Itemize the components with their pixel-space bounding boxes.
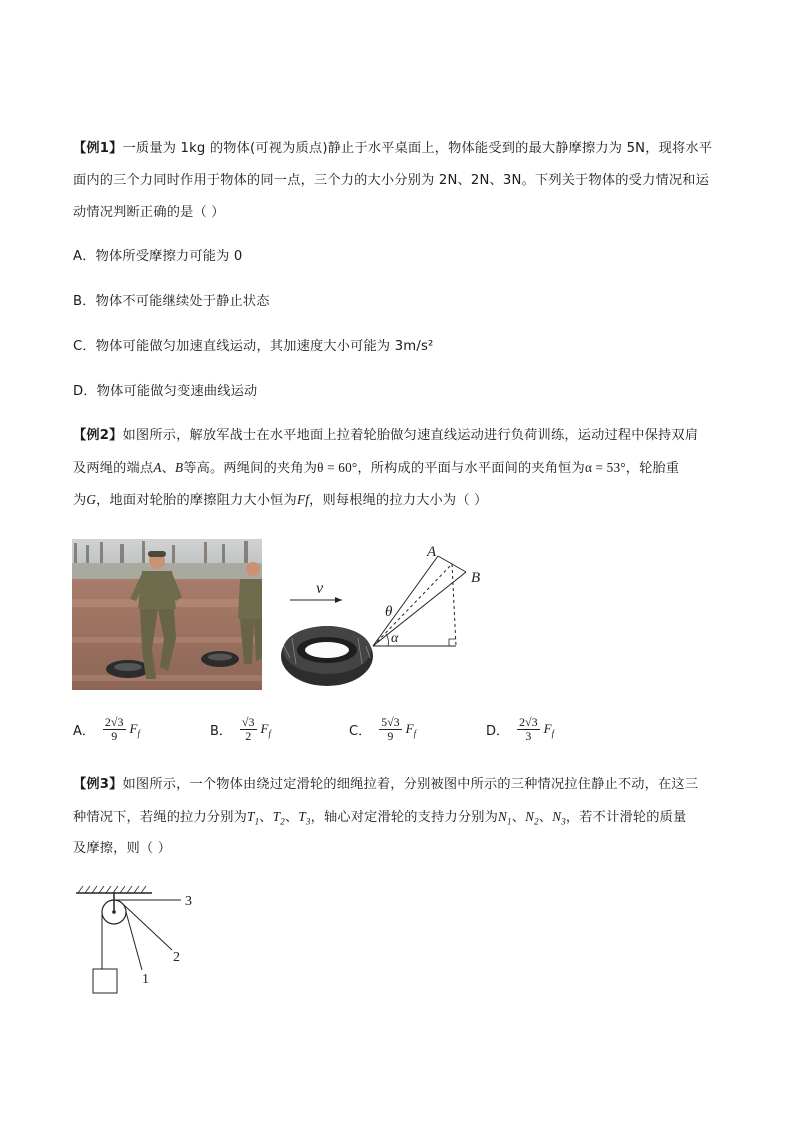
velocity-label: v	[316, 580, 324, 597]
ex1-tag: 【例1】	[73, 141, 123, 156]
ex3-sep: 、	[538, 810, 553, 825]
ex3-text-2b: ，轴心对定滑轮的支持力分别为	[310, 810, 499, 825]
ex1-option-d: D．物体可能做匀变速曲线运动	[73, 384, 258, 399]
ex3-n3-sub: 3	[561, 816, 566, 827]
ex1-option-b: B．物体不可能继续处于静止状态	[73, 294, 270, 309]
ex3-sep: 、	[259, 810, 273, 825]
ex3-t3: T	[298, 809, 306, 824]
denominator: 9	[387, 729, 394, 743]
fraction	[379, 716, 402, 743]
ex2-text-2a: 及两绳的端点	[73, 461, 154, 476]
ex2-alpha-eq: α = 53°	[584, 460, 626, 475]
ex3-line1	[73, 775, 698, 795]
ex2-option-d	[486, 716, 554, 743]
force-var: F	[543, 720, 552, 736]
force-var: F	[405, 720, 414, 736]
force-sub: f	[137, 728, 140, 739]
denominator: 9	[111, 729, 118, 743]
ex2-text-2d: ，轮胎重	[625, 461, 680, 476]
theta-label: θ	[385, 604, 393, 620]
ex3-t1-sub: 1	[254, 816, 260, 827]
numerator: 2√3	[104, 715, 124, 729]
ex3-t3-sub: 3	[305, 816, 311, 827]
ex3-n2: N	[525, 809, 535, 824]
force-sub: f	[551, 728, 555, 739]
ex2-var-a: A	[153, 460, 162, 475]
fraction	[240, 716, 257, 743]
force-sub: f	[413, 728, 417, 739]
ex3-n1-sub: 1	[507, 816, 512, 827]
ex2-text-2b: 等高。两绳间的夹角为	[183, 461, 318, 476]
rope-3-label: 3	[185, 894, 192, 909]
option-label: C．	[349, 724, 372, 739]
pulley-diagram	[72, 885, 202, 1000]
ex2-text-3c: ，则每根绳的拉力大小为（ ）	[309, 493, 488, 508]
ex3-t2: T	[272, 809, 281, 824]
numerator: √3	[241, 715, 255, 729]
denominator: 3	[525, 729, 532, 743]
option-label: B．	[210, 724, 232, 739]
ex3-text-2c: ，若不计滑轮的质量	[565, 810, 687, 825]
ex1-line2: 面内的三个力同时作用于物体的同一点，三个力的大小分别为 2N、2N、3N。下列关于物体的受力情况和运	[73, 173, 710, 188]
ex2-line3	[73, 490, 488, 511]
fraction	[517, 716, 540, 743]
ex3-tag: 【例3】	[73, 777, 123, 792]
ex3-line3: 及摩擦，则（ ）	[73, 841, 172, 856]
ex2-line2	[73, 458, 679, 479]
ex2-option-b	[210, 716, 271, 743]
option-label: D．	[486, 724, 510, 739]
option-label: A．	[73, 724, 95, 739]
ex2-option-a	[73, 716, 140, 743]
ex3-t2-sub: 2	[280, 816, 285, 827]
ex1-option-c: C．物体可能做匀加速直线运动，其加速度大小可能为 3m/s²	[73, 339, 434, 354]
ex2-var-ff: Ff	[296, 492, 310, 507]
ex3-t1: T	[247, 809, 255, 824]
ex3-text-1: 如图所示，一个物体由绕过定滑轮的细绳拉着，分别被图中所示的三种情况拉住静止不动，在这三	[122, 777, 699, 792]
ex3-n3: N	[552, 809, 562, 824]
ex3-n1: N	[498, 809, 508, 824]
ex2-option-c	[349, 716, 416, 743]
ex2-text-2c: ，所构成的平面与水平面间的夹角恒为	[357, 461, 585, 476]
ex1-option-a: A．物体所受摩擦力可能为 0	[73, 249, 243, 264]
ex2-tag: 【例2】	[73, 428, 123, 443]
ex3-text-2a: 种情况下，若绳的拉力分别为	[73, 810, 248, 825]
tire-diagram	[280, 538, 495, 693]
ex2-var-g: G	[86, 492, 97, 507]
ex1-line3: 动情况判断正确的是（ ）	[73, 205, 225, 220]
fraction	[103, 716, 126, 743]
ex3-n2-sub: 2	[534, 816, 539, 827]
numerator: 2√3	[519, 715, 538, 729]
denominator: 2	[245, 729, 252, 743]
ex2-theta-eq: θ = 60°	[317, 460, 358, 475]
force-var: F	[260, 720, 269, 736]
force-var: F	[129, 720, 138, 736]
point-b-label: B	[471, 570, 481, 586]
ex1-line1	[73, 139, 712, 159]
force-sub: f	[268, 728, 271, 739]
soldiers-photo	[72, 539, 262, 690]
point-a-label: A	[427, 544, 437, 560]
ex1-text-1: 一质量为 1kg 的物体(可视为质点)静止于水平桌面上，物体能受到的最大静摩擦力为 5N，现将水平	[122, 141, 713, 156]
ex2-text-1: 如图所示，解放军战士在水平地面上拉着轮胎做匀速直线运动进行负荷训练，运动过程中保持双肩	[122, 428, 699, 443]
ex2-text-3a: 为	[73, 493, 87, 508]
alpha-label: α	[391, 631, 399, 646]
ex2-var-b: B	[174, 460, 184, 475]
ex2-text-3b: ，地面对轮胎的摩擦阻力大小恒为	[96, 493, 297, 508]
ex2-sep: 、	[161, 461, 175, 476]
ex2-line1	[73, 426, 698, 446]
ex3-sep: 、	[284, 810, 299, 825]
rope-1-label: 1	[142, 972, 149, 987]
numerator: 5√3	[381, 715, 400, 729]
ex3-line2	[73, 807, 686, 832]
ex3-sep: 、	[511, 810, 526, 825]
rope-2-label: 2	[173, 950, 180, 965]
